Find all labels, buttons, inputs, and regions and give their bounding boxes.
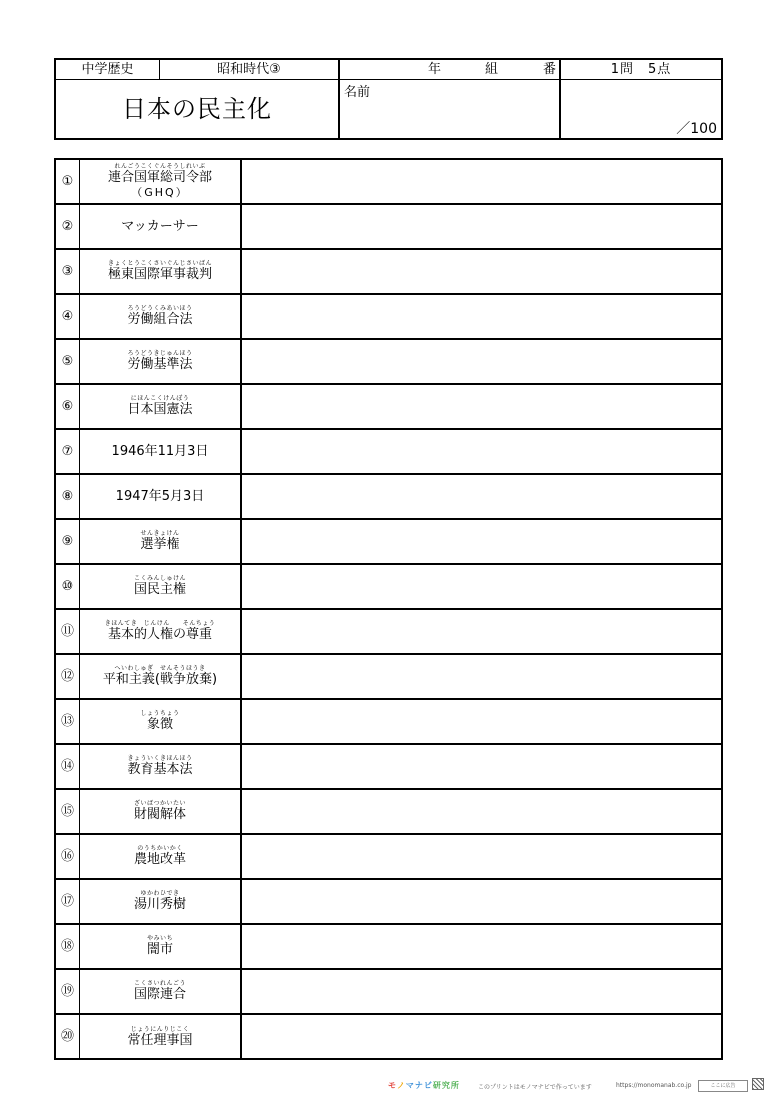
table-row <box>56 610 721 655</box>
furigana: へいわしゅぎ せんそうほうき <box>114 665 206 672</box>
furigana: せんきょけん <box>140 530 180 537</box>
term-cell <box>80 835 242 878</box>
term-text: 1947年5月3日 <box>115 488 205 504</box>
furigana: きほんてき じんけん そんちょう <box>104 620 216 627</box>
qr-code-icon <box>752 1078 764 1090</box>
furigana: ろうどうくみあいほう <box>127 305 193 312</box>
table-row <box>56 160 721 205</box>
term-cell <box>80 700 242 743</box>
question-number: ⑰ <box>56 880 80 923</box>
points-per-question: 1問 5点 <box>561 60 721 80</box>
score-field[interactable] <box>561 80 721 138</box>
question-number: ⑫ <box>56 655 80 698</box>
term-cell <box>80 1015 242 1060</box>
table-row <box>56 880 721 925</box>
term-text: 1946年11月3日 <box>111 443 209 459</box>
unit-label: 昭和時代③ <box>160 60 340 80</box>
table-row <box>56 790 721 835</box>
term-text: 農地改革 <box>133 852 186 867</box>
table-row <box>56 205 721 250</box>
answer-cell[interactable] <box>242 655 721 698</box>
table-row <box>56 925 721 970</box>
answer-cell[interactable] <box>242 745 721 788</box>
term-cell <box>80 475 242 518</box>
furigana: にほんこくけんぽう <box>130 395 190 402</box>
term-text: 基本的人権の尊重 <box>107 627 212 642</box>
question-number: ⑱ <box>56 925 80 968</box>
answer-cell[interactable] <box>242 565 721 608</box>
name-label: 名前 <box>344 85 371 100</box>
term-text: 国民主権 <box>133 582 186 597</box>
furigana: のうちかいかく <box>137 845 183 852</box>
furigana: ろうどうきじゅんほう <box>127 350 193 357</box>
answer-cell[interactable] <box>242 295 721 338</box>
term-cell <box>80 430 242 473</box>
table-row <box>56 700 721 745</box>
term-text: 国際連合 <box>133 987 186 1002</box>
term-text: 闇市 <box>146 942 173 957</box>
question-number: ① <box>56 160 80 203</box>
term-cell <box>80 520 242 563</box>
term-text: 湯川秀樹 <box>133 897 186 912</box>
subject-label: 中学歴史 <box>56 60 160 80</box>
term-cell <box>80 880 242 923</box>
question-number: ⑧ <box>56 475 80 518</box>
question-number: ② <box>56 205 80 248</box>
term-cell <box>80 790 242 833</box>
footer-tagline: このプリントはモノマナビで作っています <box>478 1084 592 1091</box>
table-row <box>56 295 721 340</box>
furigana: やみいち <box>146 935 173 942</box>
answer-cell[interactable] <box>242 340 721 383</box>
table-row <box>56 385 721 430</box>
term-cell <box>80 205 242 248</box>
class-label: 組 <box>485 62 499 77</box>
term-text: 労働基準法 <box>127 357 193 372</box>
furigana: ゆかわひでき <box>140 890 180 897</box>
question-number: ⑪ <box>56 610 80 653</box>
table-row <box>56 835 721 880</box>
footer <box>388 1080 768 1094</box>
table-row <box>56 745 721 790</box>
answer-cell[interactable] <box>242 1015 721 1060</box>
term-text: 平和主義(戦争放棄) <box>102 672 218 687</box>
term-cell <box>80 385 242 428</box>
term-cell <box>80 250 242 293</box>
answer-cell[interactable] <box>242 835 721 878</box>
furigana: ざいばつかいたい <box>133 800 186 807</box>
term-cell <box>80 745 242 788</box>
answer-cell[interactable] <box>242 610 721 653</box>
question-number: ⑲ <box>56 970 80 1013</box>
term-text: 教育基本法 <box>127 762 193 777</box>
furigana: こくみんしゅけん <box>133 575 186 582</box>
table-row <box>56 1015 721 1060</box>
question-number: ⑦ <box>56 430 80 473</box>
question-number: ⑯ <box>56 835 80 878</box>
term-text: 財閥解体 <box>133 807 186 822</box>
answer-cell[interactable] <box>242 160 721 203</box>
table-row <box>56 430 721 475</box>
number-label: 番 <box>543 62 557 77</box>
table-row <box>56 565 721 610</box>
term-cell <box>80 295 242 338</box>
answer-cell[interactable] <box>242 475 721 518</box>
term-text: 常任理事国 <box>127 1033 193 1048</box>
answer-cell[interactable] <box>242 430 721 473</box>
question-table <box>54 158 723 1060</box>
worksheet-title: 日本の民主化 <box>56 80 340 138</box>
term-text: 労働組合法 <box>127 312 193 327</box>
term-text: マッカーサー <box>121 218 199 234</box>
footer-url[interactable]: https://monomanab.co.jp <box>616 1082 692 1089</box>
term-cell <box>80 340 242 383</box>
furigana: きょういくきほんほう <box>127 755 193 762</box>
furigana: きょくとうこくさいぐんじさいばん <box>107 260 212 267</box>
worksheet-header <box>54 58 723 140</box>
term-text: 連合国軍総司令部 <box>107 170 212 185</box>
answer-cell[interactable] <box>242 385 721 428</box>
term-cell <box>80 970 242 1013</box>
question-number: ⑤ <box>56 340 80 383</box>
answer-cell[interactable] <box>242 970 721 1013</box>
score-total: ／100 <box>676 121 717 137</box>
answer-cell[interactable] <box>242 520 721 563</box>
term-subtext: （GHQ） <box>131 186 189 199</box>
answer-cell[interactable] <box>242 925 721 968</box>
table-row <box>56 250 721 295</box>
term-text: 選挙権 <box>140 537 180 552</box>
term-cell <box>80 160 242 203</box>
brand-logo: モノマナビ研究所 <box>388 1081 460 1090</box>
answer-cell[interactable] <box>242 880 721 923</box>
question-number: ⑥ <box>56 385 80 428</box>
question-number: ④ <box>56 295 80 338</box>
question-number: ⑮ <box>56 790 80 833</box>
term-text: 極東国際軍事裁判 <box>107 267 212 282</box>
ad-box: ここに広告 <box>698 1080 748 1092</box>
term-cell <box>80 610 242 653</box>
question-number: ⑬ <box>56 700 80 743</box>
year-label: 年 <box>428 62 442 77</box>
table-row <box>56 970 721 1015</box>
question-number: ⑳ <box>56 1015 80 1060</box>
question-number: ⑩ <box>56 565 80 608</box>
furigana: じょうにんりじこく <box>130 1026 190 1033</box>
question-number: ③ <box>56 250 80 293</box>
question-number: ⑭ <box>56 745 80 788</box>
term-cell <box>80 655 242 698</box>
furigana: こくさいれんごう <box>133 980 186 987</box>
class-field[interactable] <box>340 60 561 80</box>
table-row <box>56 520 721 565</box>
term-text: 象徴 <box>146 717 173 732</box>
furigana: れんごうこくぐんそうしれいぶ <box>114 163 206 170</box>
furigana: しょうちょう <box>140 710 180 717</box>
answer-cell[interactable] <box>242 700 721 743</box>
name-field[interactable] <box>340 80 561 138</box>
question-number: ⑨ <box>56 520 80 563</box>
answer-cell[interactable] <box>242 205 721 248</box>
term-cell <box>80 925 242 968</box>
term-text: 日本国憲法 <box>127 402 193 417</box>
table-row <box>56 475 721 520</box>
term-cell <box>80 565 242 608</box>
table-row <box>56 655 721 700</box>
answer-cell[interactable] <box>242 790 721 833</box>
answer-cell[interactable] <box>242 250 721 293</box>
table-row <box>56 340 721 385</box>
